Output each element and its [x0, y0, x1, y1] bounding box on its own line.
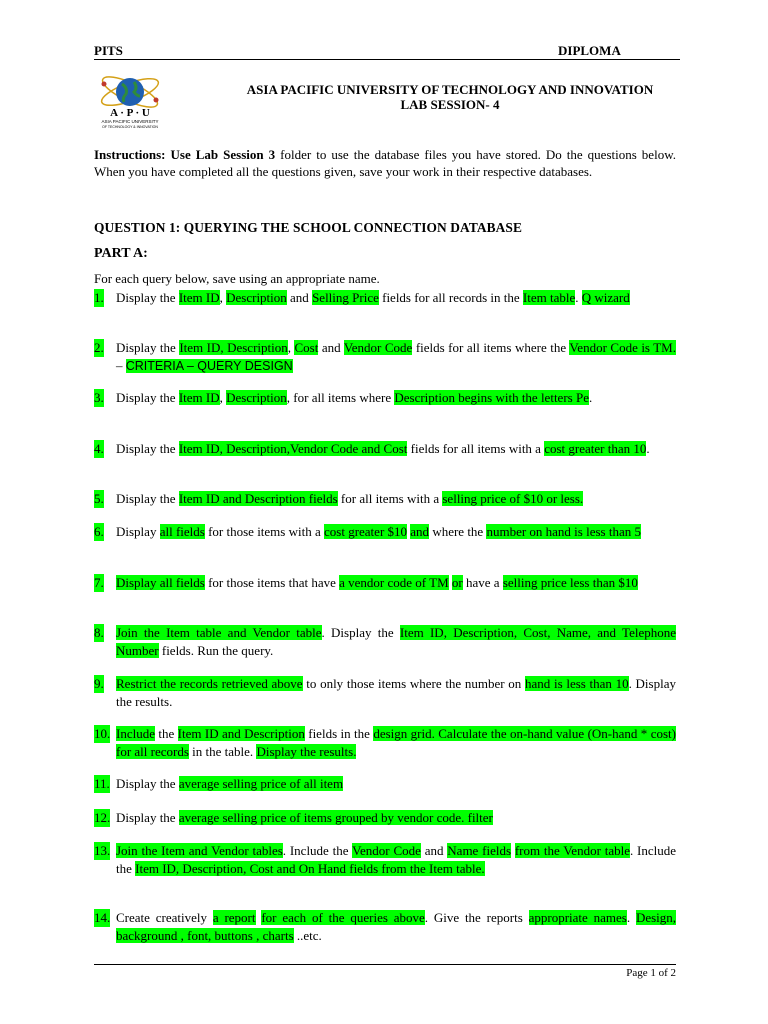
text-segment: .: [646, 441, 650, 456]
highlighted-text: CRITERIA – QUERY DESIGN: [125, 358, 293, 373]
page-header: [94, 43, 680, 60]
text-segment: and: [286, 290, 313, 305]
text-segment: Display the: [116, 776, 179, 791]
question-text: [116, 490, 676, 508]
question-text: [116, 809, 676, 827]
text-segment: . Include the: [116, 843, 677, 876]
intro-text: For each query below, save using an appropriate name.: [94, 271, 380, 286]
text-segment: . Display the: [321, 625, 400, 640]
text-segment: Display the: [116, 390, 179, 405]
question-text: [116, 523, 676, 541]
text-segment: fields for all items where the: [412, 340, 570, 355]
highlighted-text: hand is less than 10: [525, 676, 629, 691]
question-number: 14.: [94, 910, 111, 925]
lab-session-title: LAB SESSION- 4: [400, 97, 500, 112]
apu-logo: [94, 70, 166, 130]
question-text: [116, 574, 676, 592]
text-segment: .: [626, 910, 636, 925]
highlighted-text: Vendor Code is TM.: [569, 340, 676, 355]
instructions-paragraph: [94, 146, 676, 180]
question-number: 6.: [94, 524, 104, 539]
text-segment: ,: [219, 390, 227, 405]
highlighted-text: Design, background , font, buttons , charts: [116, 910, 677, 943]
highlighted-text: Q wizard: [581, 290, 630, 305]
highlighted-text: Item table: [522, 290, 576, 305]
text-segment: have a: [462, 575, 503, 590]
text-segment: fields for all items with a: [407, 441, 545, 456]
highlighted-text: Display the results.: [256, 743, 357, 759]
question-text: [116, 725, 676, 760]
text-segment: . Give the reports: [424, 910, 529, 925]
highlighted-text: Item ID, Description: [179, 340, 288, 355]
text-segment: Display the: [116, 290, 179, 305]
question-number: 2.: [94, 340, 104, 355]
question-item: [94, 289, 676, 307]
question-item: [94, 523, 676, 541]
highlighted-text: selling price less than $10: [502, 575, 638, 590]
highlighted-text: Selling Price: [312, 290, 379, 305]
question-heading: QUESTION 1: QUERYING THE SCHOOL CONNECTION DATABASE: [94, 220, 523, 235]
question-text: [116, 339, 676, 375]
question-item: [94, 389, 676, 407]
highlighted-text: design grid. Calculate the on-hand value (On-hand * cost) for all records: [116, 726, 676, 759]
highlighted-text: number on hand is less than 5: [486, 524, 641, 539]
text-segment: Display: [116, 524, 160, 539]
question-item: [94, 909, 676, 944]
question-item: [94, 339, 676, 375]
text-segment: for those items that have: [204, 575, 340, 590]
highlighted-text: Restrict the records retrieved above: [116, 676, 303, 691]
highlighted-text: Description begins with the letters Pe: [394, 390, 589, 405]
text-segment: the: [154, 726, 178, 741]
highlighted-text: Item ID and Description: [177, 726, 305, 741]
question-item: [94, 809, 676, 827]
question-text: [116, 289, 676, 307]
text-segment: for those items with a: [204, 524, 324, 539]
svg-text:A · P · U: A · P · U: [110, 107, 150, 119]
text-segment: fields in the: [304, 726, 374, 741]
question-text: [116, 389, 676, 407]
highlighted-text: Name fields: [447, 843, 512, 858]
highlighted-text: Item ID and Description fields: [178, 491, 338, 506]
highlighted-text: Item ID, Description, Cost and On Hand fields from the Item table.: [135, 860, 485, 876]
highlighted-text: from the Vendor table: [514, 843, 630, 858]
question-item: [94, 675, 676, 710]
text-segment: in the table.: [188, 743, 257, 759]
text-segment: . Display the results.: [116, 676, 676, 709]
text-segment: ,: [219, 290, 227, 305]
highlighted-text: average selling price of all item: [178, 776, 344, 791]
text-segment: , for all items where: [286, 390, 395, 405]
highlighted-text: Item ID, Description,Vendor Code and Cost: [178, 441, 408, 456]
text-segment: fields for all records in the: [378, 290, 523, 305]
question-number: 1.: [94, 290, 104, 305]
highlighted-text: or: [451, 575, 463, 590]
highlighted-text: cost greater than 10: [544, 441, 647, 456]
question-number: 9.: [94, 676, 104, 691]
question-item: [94, 490, 676, 508]
instructions-text: folder to use the database files you have stored. Do the questions below. When you have completed all the questions given, save your work in their respective databases.: [94, 147, 676, 179]
highlighted-text: Display all fields: [116, 575, 205, 590]
question-number: 10.: [94, 726, 111, 741]
text-segment: . Include the: [282, 843, 353, 858]
highlighted-text: for each of the queries above: [261, 910, 425, 925]
highlighted-text: cost greater $10: [324, 524, 408, 539]
highlighted-text: and: [410, 524, 430, 539]
question-item: [94, 775, 676, 793]
question-text: [116, 624, 676, 659]
question-text: [116, 775, 676, 793]
text-segment: Display the: [116, 810, 179, 825]
text-segment: and: [420, 843, 448, 858]
highlighted-text: Item ID: [178, 290, 220, 305]
footer-rule: [94, 964, 676, 965]
question-number: 11.: [94, 776, 110, 791]
question-text: [116, 909, 676, 944]
highlighted-text: Item ID: [178, 390, 220, 405]
highlighted-text: average selling price of items grouped by vendor code. filter: [178, 810, 493, 825]
svg-text:ASIA PACIFIC UNIVERSITY: ASIA PACIFIC UNIVERSITY: [101, 119, 159, 124]
text-segment: Display the: [116, 441, 179, 456]
text-segment: for all items with a: [337, 491, 443, 506]
highlighted-text: Include: [116, 726, 155, 741]
question-number: 13.: [94, 843, 111, 858]
question-text: [116, 842, 676, 877]
highlighted-text: Join the Item and Vendor tables: [116, 843, 283, 858]
university-title: ASIA PACIFIC UNIVERSITY OF TECHNOLOGY AND INNOVATION: [246, 82, 654, 97]
highlighted-text: selling price of $10 or less.: [442, 491, 584, 506]
text-segment: fields. Run the query.: [158, 642, 274, 658]
text-segment: where the: [429, 524, 487, 539]
question-number: 8.: [94, 625, 104, 640]
text-segment: ..etc.: [293, 927, 322, 943]
text-segment: .: [588, 390, 593, 405]
highlighted-text: Description: [226, 290, 287, 305]
question-text: [116, 440, 676, 458]
text-segment: Display the: [116, 491, 179, 506]
text-segment: ,: [287, 340, 295, 355]
highlighted-text: Item ID, Description, Cost, Name, and Telephone Number: [116, 625, 676, 658]
page-number: Page 1 of 2: [626, 967, 676, 979]
question-item: [94, 574, 676, 592]
header-left: PITS: [94, 43, 123, 58]
question-item: [94, 725, 676, 760]
question-item: [94, 624, 676, 659]
question-text: [116, 675, 676, 710]
text-segment: Create creatively: [116, 910, 213, 925]
text-segment: to only those items where the number on: [302, 676, 525, 691]
highlighted-text: Vendor Code: [343, 340, 413, 355]
instructions-label: Instructions: Use Lab Session 3: [94, 147, 276, 162]
question-number: 7.: [94, 575, 104, 590]
question-number: 12.: [94, 810, 111, 825]
part-heading: PART A:: [94, 246, 148, 261]
question-number: 3.: [94, 390, 104, 405]
svg-text:OF TECHNOLOGY & INNOVATION: OF TECHNOLOGY & INNOVATION: [102, 125, 158, 129]
question-number: 4.: [94, 441, 104, 456]
highlighted-text: Join the Item table and Vendor table: [116, 625, 322, 640]
text-segment: and: [318, 340, 344, 355]
highlighted-text: a report: [212, 910, 256, 925]
highlighted-text: a vendor code of TM: [339, 575, 449, 590]
highlighted-text: all fields: [159, 524, 205, 539]
header-right: DIPLOMA: [558, 43, 621, 58]
text-segment: –: [116, 357, 126, 373]
question-item: [94, 842, 676, 877]
question-number: 5.: [94, 491, 104, 506]
highlighted-text: Vendor Code: [352, 843, 421, 858]
text-segment: Display the: [116, 340, 180, 355]
highlighted-text: Description: [226, 390, 287, 405]
text-segment: .: [575, 290, 582, 305]
question-item: [94, 440, 676, 458]
highlighted-text: appropriate names: [528, 910, 627, 925]
highlighted-text: Cost: [294, 340, 319, 355]
